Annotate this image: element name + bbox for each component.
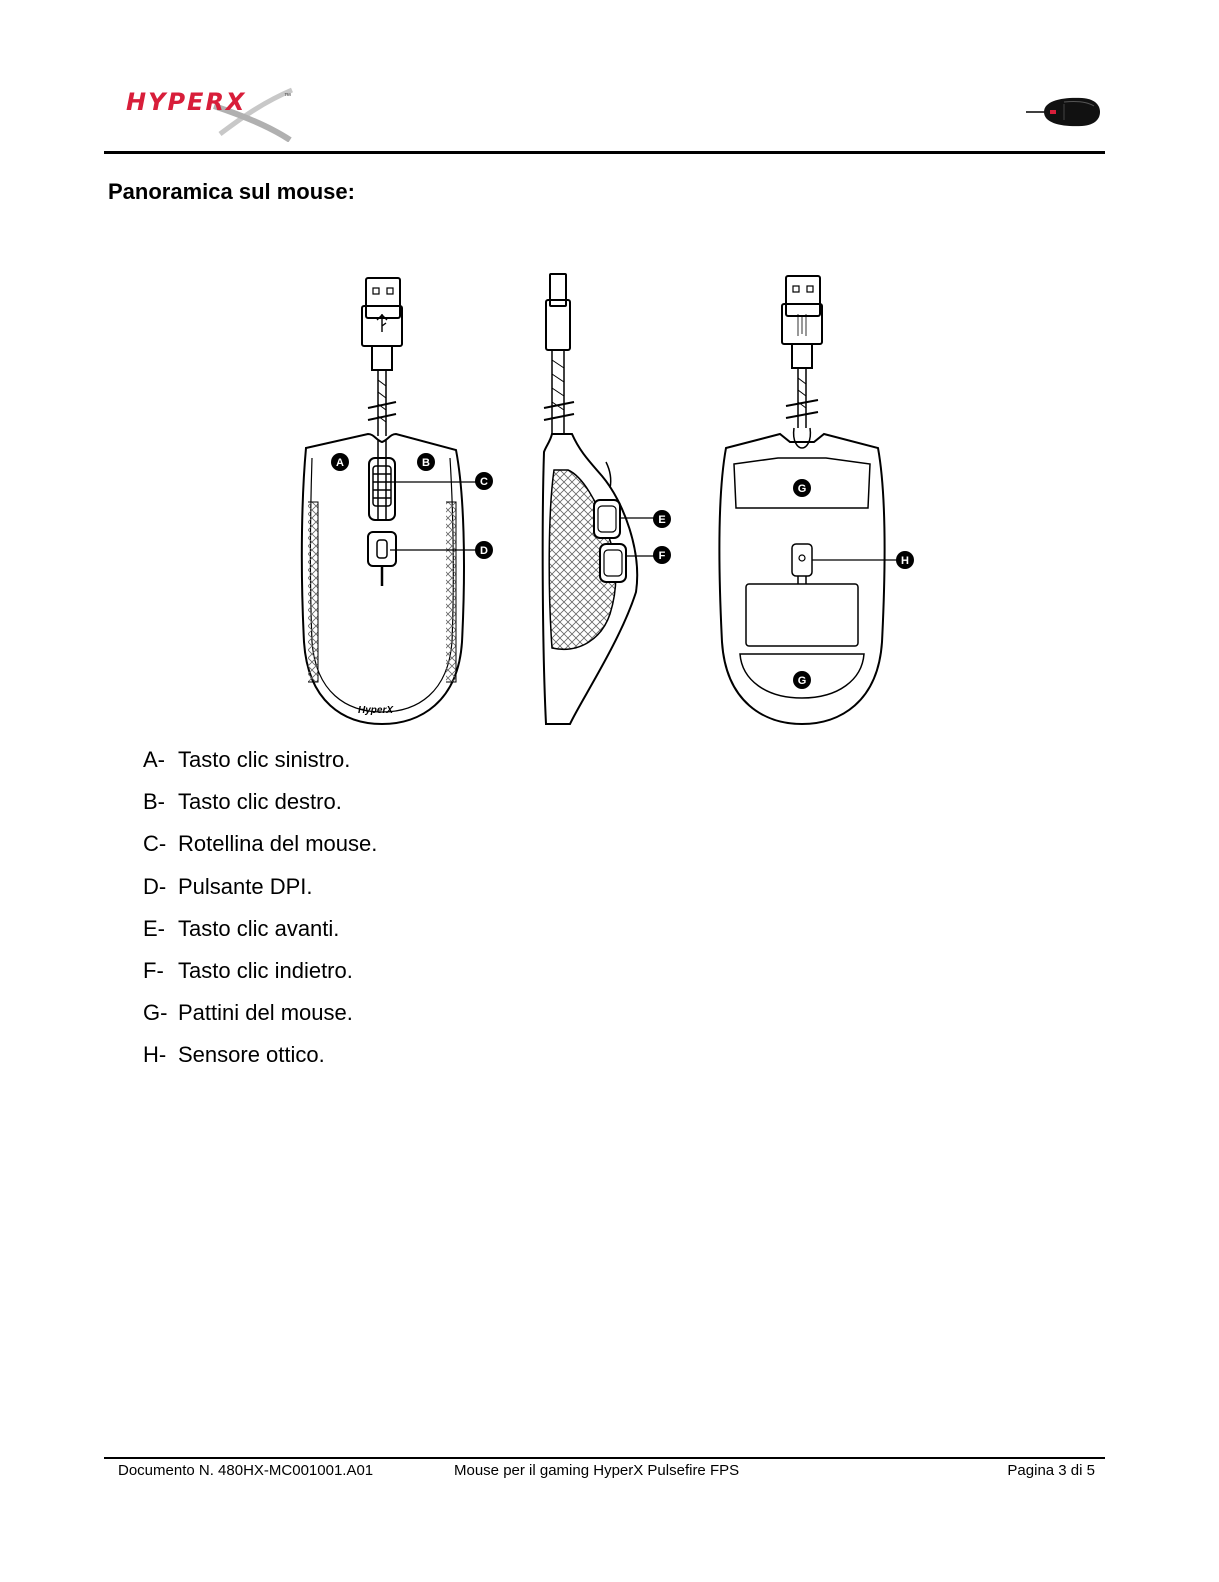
mouse-top-view [302,278,464,724]
footer-divider [104,1457,1105,1459]
part-label: Rotellina del mouse. [178,831,378,857]
list-item [143,953,377,995]
section-title: Panoramica sul mouse: [108,179,355,204]
part-key: F- [143,957,164,983]
part-label: Tasto clic avanti. [178,915,340,941]
svg-text:G: G [797,675,807,687]
callout-g-top [793,479,811,497]
mouse-side-view [543,274,637,724]
svg-text:F: F [658,550,666,562]
parts-list [143,742,377,1080]
callout-f [653,546,671,564]
part-label: Pattini del mouse. [178,1000,353,1026]
list-item [143,1037,377,1079]
footer-product: Mouse per il gaming HyperX Pulsefire FPS [454,1462,740,1479]
header-divider [104,151,1105,154]
footer-page-number: Pagina 3 di 5 [1007,1462,1095,1479]
part-label: Tasto clic indietro. [178,957,353,983]
part-key: D- [143,873,167,899]
callout-g-bottom [793,671,811,689]
mouse-bottom-view [719,276,884,724]
svg-text:H: H [901,555,909,567]
list-item [143,826,377,868]
part-key: C- [143,831,167,857]
list-item [143,869,377,911]
part-key: A- [143,747,165,772]
callout-b [417,453,435,471]
svg-text:E: E [658,514,666,526]
mouse-thumbnail-icon [1024,92,1104,132]
part-label: Tasto clic sinistro. [178,747,351,772]
part-label: Pulsante DPI. [178,873,313,899]
list-item [143,995,377,1037]
footer-doc-number: Documento N. 480HX-MC001001.A01 [118,1462,374,1479]
svg-text:™: ™ [284,93,291,100]
hyperx-logo [124,86,304,142]
part-label: Tasto clic destro. [178,789,342,815]
svg-text:A: A [336,457,344,469]
callout-c [475,472,493,490]
list-item [143,742,377,784]
list-item [143,911,377,953]
callout-d [475,541,493,559]
svg-text:HyperX: HyperX [358,705,394,716]
svg-text:HYPERX: HYPERX [126,88,247,116]
callout-h [896,551,914,569]
list-item [143,784,377,826]
svg-text:B: B [422,457,430,469]
svg-text:G: G [797,483,807,495]
svg-text:C: C [480,476,488,488]
mouse-overview-diagram [280,262,940,732]
part-key: E- [143,915,165,941]
part-key: G- [143,1000,168,1026]
part-key: H- [143,1042,167,1068]
callout-e [653,510,671,528]
svg-text:D: D [480,545,488,557]
part-key: B- [143,789,165,815]
callout-a [331,453,349,471]
part-label: Sensore ottico. [178,1042,325,1068]
